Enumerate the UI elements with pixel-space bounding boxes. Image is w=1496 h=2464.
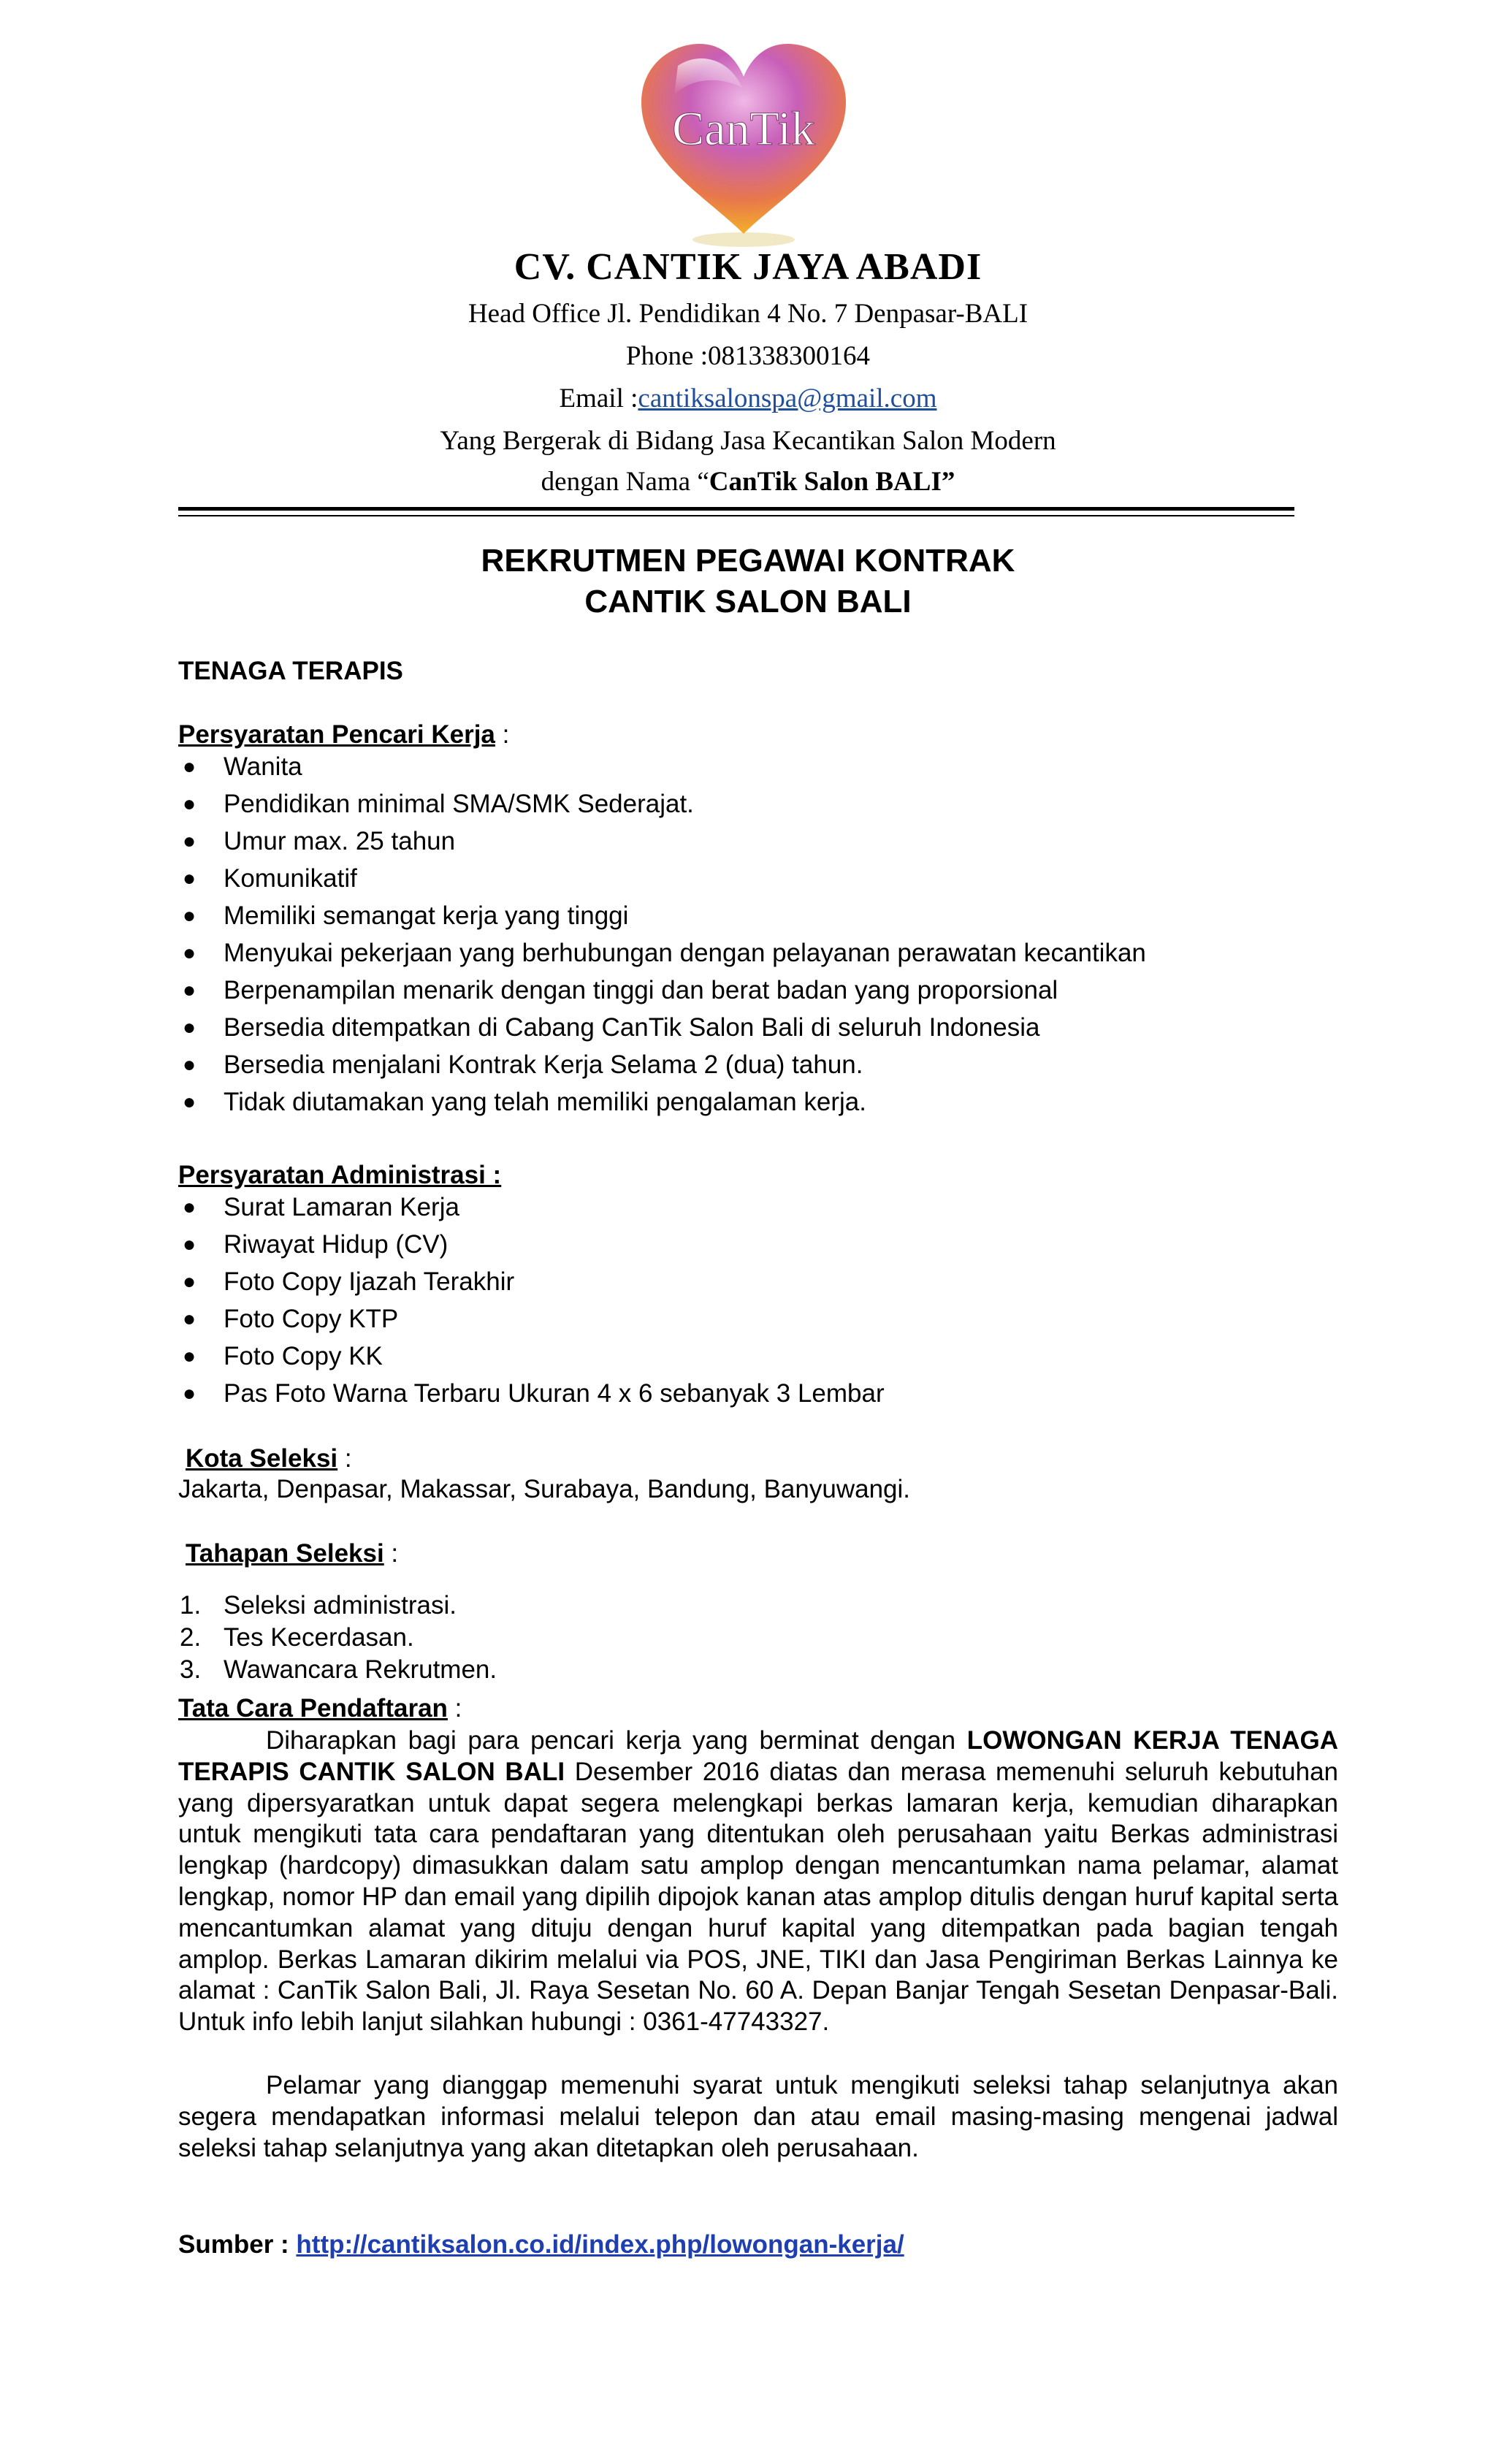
selection-cities-text: Jakarta, Denpasar, Makassar, Surabaya, Bandung, Banyuwangi. — [178, 1475, 910, 1503]
email-label: Email : — [559, 384, 638, 413]
list-item: ● Foto Copy KTP — [183, 1305, 399, 1333]
brand-name: CanTik Salon BALI” — [709, 467, 955, 497]
header-divider-thin — [178, 515, 1294, 516]
list-item: ● Riwayat Hidup (CV) — [183, 1230, 449, 1259]
list-item: 3. Wawancara Rekrutmen. — [180, 1655, 497, 1684]
logo-text: CanTik — [672, 102, 815, 156]
list-item: ● Foto Copy KK — [183, 1342, 383, 1370]
company-tagline: Yang Bergerak di Bidang Jasa Kecantikan Salon Modern — [440, 426, 1056, 456]
selection-cities-heading: Kota Seleksi : — [186, 1444, 352, 1473]
list-item: ● Bersedia ditempatkan di Cabang CanTik Salon Bali di seluruh Indonesia — [183, 1013, 1040, 1042]
selection-stages-list — [178, 1590, 497, 1686]
list-item: 1. Seleksi administrasi. — [180, 1591, 457, 1620]
list-item: ● Komunikatif — [183, 864, 357, 893]
source-link[interactable]: http://cantiksalon.co.id/index.php/lowongan-kerja/ — [296, 2230, 904, 2259]
email-link[interactable]: cantiksalonspa@gmail.com — [638, 384, 937, 413]
document-title: REKRUTMEN PEGAWAI KONTRAK — [481, 543, 1015, 579]
registration-paragraph-2: Pelamar yang dianggap memenuhi syarat untuk mengikuti seleksi tahap selanjutnya akan segera mendapatkan informasi melalui telepon dan atau email masing-masing mengenai jadwal seleksi tahap selanjutnya yang akan ditetapkan oleh perusahaan. — [178, 2071, 1338, 2162]
list-item: ● Pas Foto Warna Terbaru Ukuran 4 x 6 sebanyak 3 Lembar — [183, 1379, 885, 1408]
company-brand-line — [0, 468, 1496, 497]
company-phone: Phone :081338300164 — [625, 341, 871, 371]
list-item: ● Wanita — [183, 752, 302, 781]
list-item: ● Bersedia menjalani Kontrak Kerja Selama 2 (dua) tahun. — [183, 1050, 863, 1079]
header-divider — [178, 507, 1294, 511]
list-item: ● Tidak diutamakan yang telah memiliki pengalaman kerja. — [183, 1088, 866, 1116]
registration-paragraph-1: Diharapkan bagi para pencari kerja yang berminat dengan LOWONGAN KERJA TENAGA TERAPIS CANTIK SALON BALI Desember 2016 diatas dan merasa memenuhi seluruh kebutuhan yang dipersyaratkan untuk dapat segera melengkapi berkas lamaran kerja, kemudian diharapkan untuk mengikuti tata cara pendaftaran yang ditentukan oleh perusahaan yaitu Berkas administrasi lengkap (hardcopy) dimasukkan dalam satu amplop dengan mencantumkan nama pelamar, alamat lengkap, nomor HP dan email yang dipilih dipojok kanan atas amplop ditulis dengan huruf kapital serta mencantumkan alamat yang dituju dengan huruf kapital yang ditempatkan pada bagian tengah amplop. Berkas Lamaran dikirim melalui via POS, JNE, TIKI dan Jasa Pengiriman Berkas Lainnya ke alamat : CanTik Salon Bali, Jl. Raya Sesetan No. 60 A. Depan Banjar Tengah Sesetan Denpasar-Bali. Untuk info lebih lanjut silahkan hubungi : 0361-47743327. — [178, 1726, 1338, 2037]
list-item: ● Berpenampilan menarik dengan tinggi dan berat badan yang proporsional — [183, 976, 1058, 1004]
selection-stages-heading: Tahapan Seleksi : — [186, 1539, 399, 1568]
list-item: ● Memiliki semangat kerja yang tinggi — [183, 901, 629, 930]
list-item: ● Menyukai pekerjaan yang berhubungan dengan pelayanan perawatan kecantikan — [183, 939, 1146, 967]
position-heading: TENAGA TERAPIS — [178, 657, 403, 685]
registration-heading: Tata Cara Pendaftaran : — [178, 1694, 462, 1723]
company-address: Head Office Jl. Pendidikan 4 No. 7 Denpasar-BALI — [468, 299, 1028, 329]
list-item: ● Surat Lamaran Kerja — [183, 1193, 459, 1221]
job-requirements-list — [178, 748, 1146, 1121]
list-item: ● Pendidikan minimal SMA/SMK Sederajat. — [183, 790, 694, 818]
heart-logo-icon — [634, 37, 853, 256]
list-item: ● Umur max. 25 tahun — [183, 827, 456, 855]
admin-requirements-heading: Persyaratan Administrasi : — [178, 1161, 502, 1189]
company-name: CV. CANTIK JAYA ABADI — [514, 246, 982, 288]
source-label: Sumber : — [178, 2230, 297, 2259]
company-email-line — [0, 384, 1496, 413]
list-item: 2. Tes Kecerdasan. — [180, 1623, 414, 1652]
job-requirements-heading: Persyaratan Pencari Kerja : — [178, 720, 510, 749]
source-line — [178, 2230, 904, 2260]
document-subtitle: CANTIK SALON BALI — [584, 584, 912, 619]
admin-requirements-list — [178, 1189, 885, 1412]
brand-prefix: dengan Nama “ — [541, 467, 709, 497]
list-item: ● Foto Copy Ijazah Terakhir — [183, 1267, 515, 1296]
